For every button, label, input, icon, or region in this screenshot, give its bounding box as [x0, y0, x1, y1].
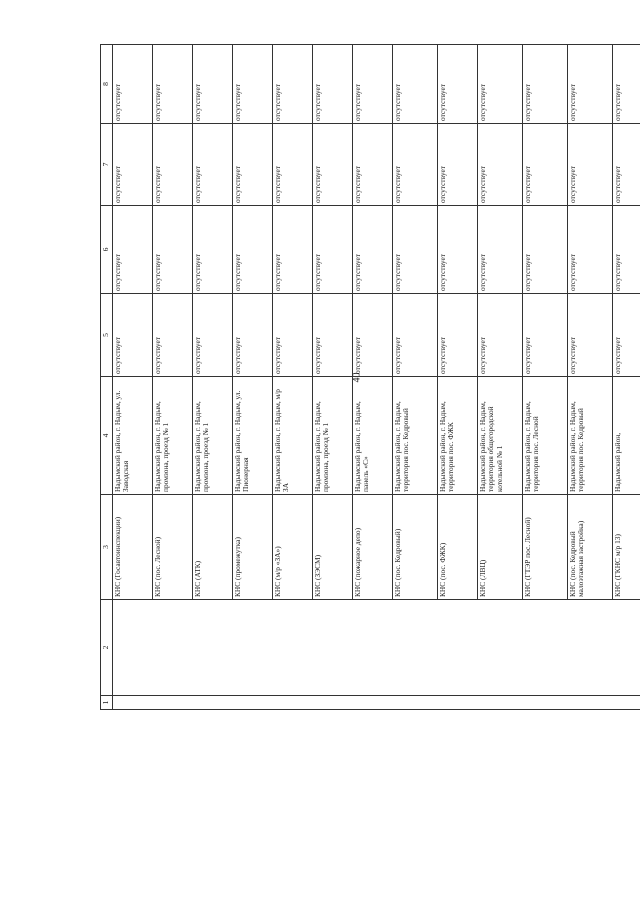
table-cell-value: отсутствует — [192, 124, 232, 206]
table-cell-value: отсутствует — [522, 294, 567, 377]
table-cell-value: отсутствует — [192, 45, 232, 124]
table-cell-value: отсутствует — [392, 206, 437, 294]
table-cell-name: КНС (пос. Кедровый малоэтажная застройка) — [567, 495, 612, 600]
column-header: 6 — [101, 206, 113, 294]
table-cell-value: отсутствует — [392, 124, 437, 206]
table-cell-name: КНС (ЛВЦ) — [477, 495, 522, 600]
table-cell-value: отсутствует — [352, 45, 392, 124]
table-cell-name: КНС (ГКНС м/р 13) — [612, 495, 640, 600]
table-cell-value: отсутствует — [312, 124, 352, 206]
table-cell-address: Надымский район, — [612, 377, 640, 495]
table-cell-value: отсутствует — [567, 206, 612, 294]
page-number: 40 — [351, 372, 363, 383]
table-cell-value: отсутствует — [272, 45, 312, 124]
table-cell-value: отсутствует — [112, 45, 152, 124]
table-cell-value: отсутствует — [477, 45, 522, 124]
column-header: 4 — [101, 377, 113, 495]
table-cell-value: отсутствует — [522, 124, 567, 206]
table-cell-value: отсутствует — [232, 124, 272, 206]
table-cell-col1 — [112, 696, 640, 710]
header-row — [101, 45, 113, 710]
table-cell-value: отсутствует — [112, 206, 152, 294]
table-body — [112, 45, 640, 710]
column-header: 5 — [101, 294, 113, 377]
table-cell-name: КНС (промежутка) — [232, 495, 272, 600]
table-cell-value: отсутствует — [232, 45, 272, 124]
table-cell-value: отсутствует — [192, 206, 232, 294]
column-header: 8 — [101, 45, 113, 124]
table-cell-value: отсутствует — [312, 45, 352, 124]
table-cell-value: отсутствует — [152, 206, 192, 294]
table-cell-value: отсутствует — [567, 294, 612, 377]
table-cell-value: отсутствует — [152, 124, 192, 206]
table-cell-value: отсутствует — [522, 45, 567, 124]
table-cell-value: отсутствует — [612, 45, 640, 124]
table-cell-address: Надымский район, г. Надым, территория пос. Кедровый — [567, 377, 612, 495]
table-cell-value: отсутствует — [567, 124, 612, 206]
table-row — [112, 45, 152, 710]
table-cell-value: отсутствует — [272, 206, 312, 294]
table-cell-value: отсутствует — [232, 294, 272, 377]
table-cell-value: отсутствует — [567, 45, 612, 124]
table-cell-value: отсутствует — [612, 124, 640, 206]
table-cell-value: отсутствует — [437, 206, 477, 294]
table-cell-value: отсутствует — [352, 124, 392, 206]
table-cell-col2 — [112, 600, 640, 696]
table-cell-address: Надымский район, г. Надым, промзона, проезд № 1 — [152, 377, 192, 495]
table-cell-value: отсутствует — [152, 45, 192, 124]
table-cell-value: отсутствует — [612, 206, 640, 294]
table-cell-value: отсутствует — [272, 124, 312, 206]
table-cell-name: КНС (ЗЭСМ) — [312, 495, 352, 600]
table-cell-value: отсутствует — [312, 294, 352, 377]
column-header: 1 — [101, 696, 113, 710]
table-cell-value: отсутствует — [477, 206, 522, 294]
table-cell-value: отсутствует — [477, 294, 522, 377]
table-cell-name: КНС (АТК) — [192, 495, 232, 600]
table-cell-value: отсутствует — [192, 294, 232, 377]
table-cell-name: КНС (пожарное депо) — [352, 495, 392, 600]
table-cell-value: отсутствует — [272, 294, 312, 377]
table-cell-value: отсутствует — [312, 206, 352, 294]
data-table — [100, 44, 640, 710]
table-cell-value: отсутствует — [112, 124, 152, 206]
table-container — [100, 45, 628, 710]
table-cell-address: Надымский район, г. Надым, промзона, проезд № 1 — [192, 377, 232, 495]
table-cell-name: КНС (пос. Лесной) — [152, 495, 192, 600]
table-cell-address: Надымский район, г. Надым, территория пос. ФЖК — [437, 377, 477, 495]
table-cell-name: КНС (м/р «ЗА») — [272, 495, 312, 600]
table-cell-value: отсутствует — [437, 124, 477, 206]
table-cell-value: отсутствует — [522, 206, 567, 294]
table-cell-value: отсутствует — [152, 294, 192, 377]
table-cell-address: Надымский район, г. Надым, территория пос. Кедровый — [392, 377, 437, 495]
table-cell-address: Надымский район, г. Надым, территория пос. Лесной — [522, 377, 567, 495]
table-cell-value: отсутствует — [352, 294, 392, 377]
table-cell-address: Надымский район, г. Надым, ул. Пионерная — [232, 377, 272, 495]
table-cell-address: Надымский район, г. Надым, панель «С» — [352, 377, 392, 495]
table-cell-name: КНС (пос. ФЖК) — [437, 495, 477, 600]
table-cell-value: отсутствует — [437, 294, 477, 377]
table-cell-value: отсутствует — [232, 206, 272, 294]
table-cell-name: КНС (ГТЭР пос. Лесной) — [522, 495, 567, 600]
table-cell-value: отсутствует — [392, 294, 437, 377]
table-cell-name: КНС (Госавтоинспекции) — [112, 495, 152, 600]
table-cell-address: Надымский район, г. Надым, м/р ЗА — [272, 377, 312, 495]
table-cell-value: отсутствует — [612, 294, 640, 377]
table-cell-address: Надымский район, г. Надым, территория общегородской котельной № 1 — [477, 377, 522, 495]
column-header: 7 — [101, 124, 113, 206]
table-cell-address: Надымский район, г. Надым, ул. Заводская — [112, 377, 152, 495]
table-cell-name: КНС (пос. Кедровый) — [392, 495, 437, 600]
table-cell-value: отсутствует — [352, 206, 392, 294]
table-cell-value: отсутствует — [437, 45, 477, 124]
table-cell-value: отсутствует — [392, 45, 437, 124]
column-header: 3 — [101, 495, 113, 600]
table-cell-value: отсутствует — [112, 294, 152, 377]
column-header: 2 — [101, 600, 113, 696]
table-cell-address: Надымский район, г. Надым, промзона, проезд № 1 — [312, 377, 352, 495]
table-cell-value: отсутствует — [477, 124, 522, 206]
